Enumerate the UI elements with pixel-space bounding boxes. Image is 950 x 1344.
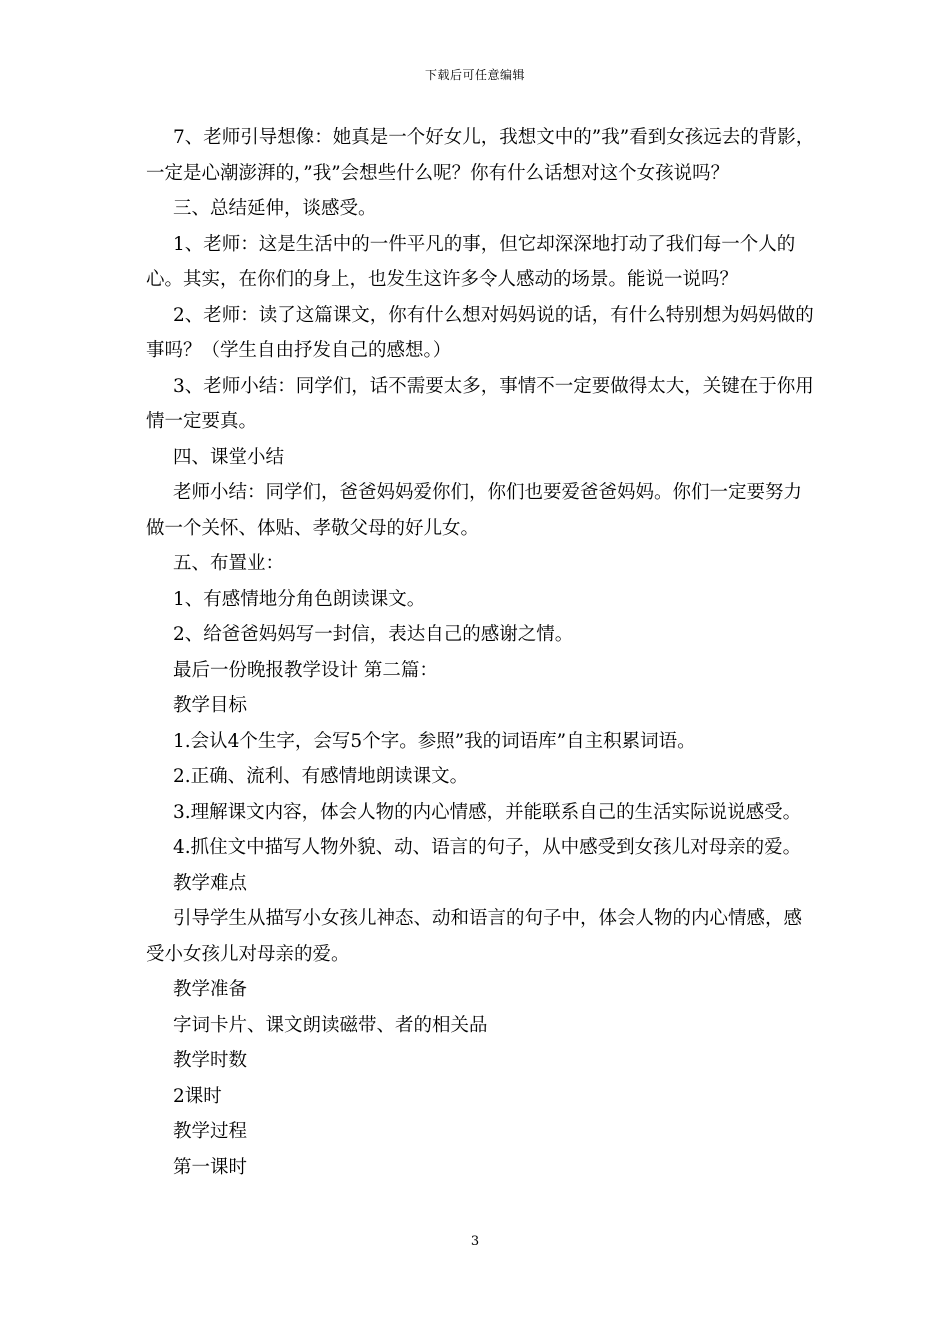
paragraph: 第一课时 <box>173 1156 248 1178</box>
paragraph: 教学难点 <box>173 872 248 894</box>
paragraph: 四、课堂小结 <box>173 446 285 468</box>
paragraph: 7、老师引导想像：她真是一个好女儿，我想文中的”我”看到女孩远去的背影，一定是心潮澎湃的，”我”会想些什么呢？你有什么话想对这个女孩说吗？ <box>146 127 815 184</box>
paragraph: 最后一份晚报教学设计 第二篇： <box>173 659 438 681</box>
paragraph: 教学时数 <box>173 1050 248 1071</box>
paragraph: 2、老师：读了这篇课文，你有什么想对妈妈说的话，有什么特别想为妈妈做的事吗？（学生自由抒发自己的感想。） <box>146 304 814 361</box>
paragraph: 教学目标 <box>173 695 248 716</box>
paragraph: 2.正确、流利、有感情地朗读课文。 <box>173 766 469 787</box>
paragraph: 三、总结延伸，谈感受。 <box>173 198 377 219</box>
paragraph: 字词卡片、课文朗读磁带、者的相关品 <box>173 1014 488 1036</box>
paragraph: 2课时 <box>173 1085 222 1107</box>
page-number: 3 <box>470 1234 480 1249</box>
paragraph: 教学准备 <box>173 979 248 1000</box>
paragraph: 1、有感情地分角色朗读课文。 <box>173 588 426 610</box>
document-body <box>146 120 818 1185</box>
paragraph: 3.理解课文内容，体会人物的内心情感，并能联系自己的生活实际说说感受。 <box>173 801 802 823</box>
paragraph: 五、布置业： <box>173 553 285 574</box>
paragraph: 4.抓住文中描写人物外貌、动、语言的句子，从中感受到女孩儿对母亲的爱。 <box>173 837 802 858</box>
paragraph: 教学过程 <box>173 1121 248 1142</box>
paragraph: 1.会认4个生字，会写5个字。参照”我的词语库”自主积累词语。 <box>173 730 696 752</box>
paragraph: 1、老师：这是生活中的一件平凡的事，但它却深深地打动了我们每一个人的心。其实，在你们的身上，也发生这许多令人感动的场景。能说一说吗？ <box>146 233 796 290</box>
paragraph: 2、给爸爸妈妈写一封信，表达自己的感谢之情。 <box>173 624 574 645</box>
paragraph: 3、老师小结：同学们，话不需要太多，事情不一定要做得太大，关键在于你用情一定要真。 <box>146 375 814 432</box>
page-header: 下载后可任意编辑 <box>424 68 525 82</box>
paragraph: 引导学生从描写小女孩儿神态、动和语言的句子中，体会人物的内心情感，感受小女孩儿对母亲的爱。 <box>146 908 803 965</box>
paragraph: 老师小结：同学们，爸爸妈妈爱你们，你们也要爱爸爸妈妈。你们一定要努力做一个关怀、体贴、孝敬父母的好儿女。 <box>146 482 803 539</box>
